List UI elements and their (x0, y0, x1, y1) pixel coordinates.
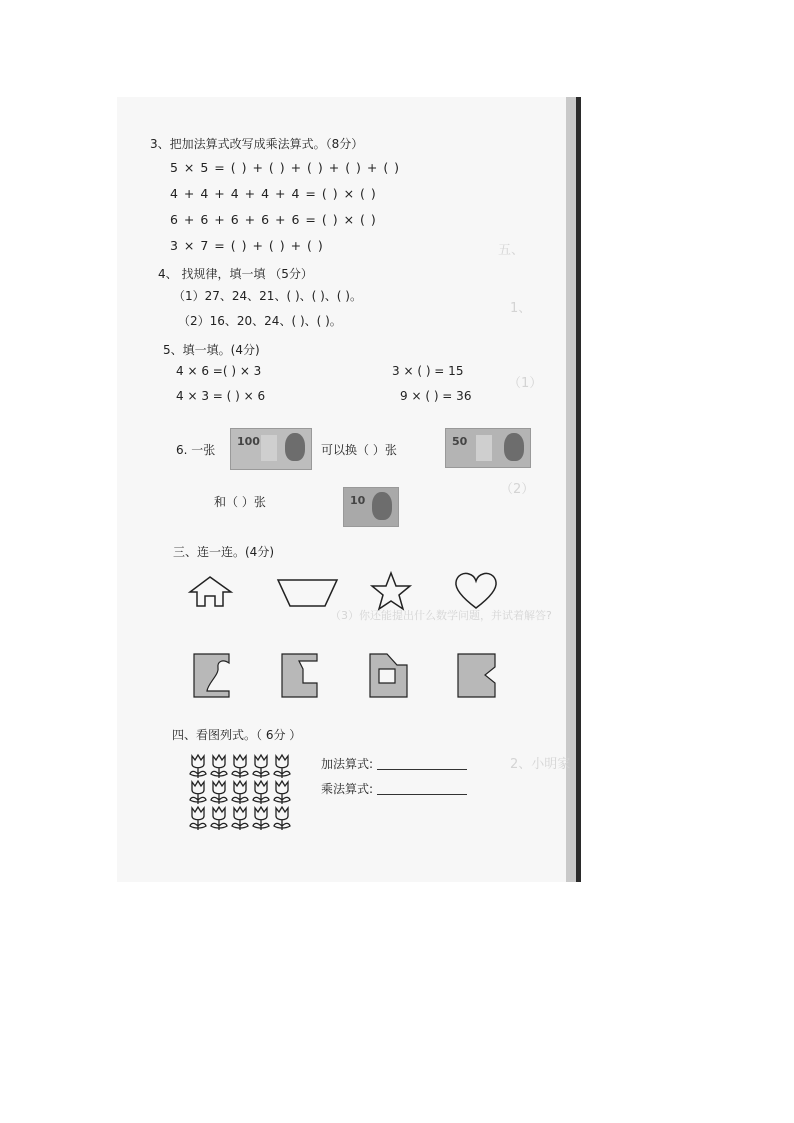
bleed-text: 2、小明家 (510, 757, 571, 772)
tulip-icon (211, 755, 227, 778)
arrow-shape-icon (190, 574, 235, 610)
tulip-icon (190, 781, 206, 804)
cut-square-3-icon (369, 653, 411, 699)
cut-square-4-icon (457, 653, 499, 699)
tulip-icon (253, 755, 269, 778)
q5-title: 5、填一填。(4分) (163, 343, 260, 357)
banknote-value: 100 (237, 435, 260, 448)
tulip-icon (232, 755, 248, 778)
portrait-icon (504, 433, 524, 461)
q6-prefix: 6. 一张 (176, 443, 216, 457)
q5-left-1: 4 × 6 =( ) × 3 (176, 364, 262, 378)
bleed-text: 五、 (498, 243, 525, 258)
banknote-value: 50 (452, 435, 468, 448)
portrait-icon (285, 433, 305, 461)
multiplication-label: 乘法算式: (321, 782, 374, 796)
tulip-icon (274, 807, 290, 830)
trapezoid-shape-icon (277, 578, 339, 608)
cut-square-2-icon (281, 653, 321, 699)
q5-right-2: 9 × ( ) = 36 (400, 389, 472, 403)
q4-row-1: （1）27、24、21、( )、( )、( )。 (173, 289, 362, 303)
star-shape-icon (371, 572, 411, 610)
tulip-icon (190, 755, 206, 778)
banknote-value: 10 (350, 494, 366, 507)
tulip-icon (274, 755, 290, 778)
cut-square-1-icon (193, 653, 235, 699)
addition-label: 加法算式: (321, 757, 374, 771)
q3-row-2: 4 + 4 + 4 + 4 + 4 = ( ) × ( ) (170, 186, 377, 201)
tulip-icon (232, 807, 248, 830)
q3-row-4: 3 × 7 = ( ) + ( ) + ( ) (170, 238, 324, 253)
q6-middle: 可以换（ ）张 (321, 443, 397, 457)
addition-answer-line[interactable] (377, 769, 467, 770)
q4-title: 4、 找规律，填一填 （5分） (158, 267, 313, 281)
bleed-text: （1） (508, 376, 543, 391)
tulip-icon (274, 781, 290, 804)
section-4-title: 四、看图列式。（ 6分 ） (172, 728, 302, 742)
heart-shape-icon (454, 572, 498, 610)
tulip-icon (232, 781, 248, 804)
q3-title: 3、把加法算式改写成乘法算式。（8分） (150, 137, 364, 151)
bleed-text: （2） (500, 482, 535, 497)
q3-row-3: 6 + 6 + 6 + 6 + 6 = ( ) × ( ) (170, 212, 377, 227)
portrait-icon (372, 492, 392, 520)
section-3-title: 三、连一连。(4分) (173, 545, 274, 559)
bleed-text: 1、 (510, 301, 532, 316)
bleed-text: （3）你还能提出什么数学问题，并试着解答? (330, 609, 552, 622)
banknote-50-image (445, 428, 531, 468)
q4-row-2: （2）16、20、24、( )、( )。 (178, 314, 342, 328)
q5-right-1: 3 × ( ) = 15 (392, 364, 464, 378)
tulip-icon (253, 807, 269, 830)
q3-row-1: 5 × 5 = ( ) + ( ) + ( ) + ( ) + ( ) (170, 160, 401, 175)
page-edge (576, 97, 581, 882)
multiplication-answer-line[interactable] (377, 794, 467, 795)
q5-left-2: 4 × 3 = ( ) × 6 (176, 389, 266, 403)
banknote-10-image (343, 487, 399, 527)
tulip-grid-image (188, 754, 294, 832)
q6-suffix: 和（ ）张 (214, 495, 266, 509)
banknote-100-image (230, 428, 312, 470)
tulip-icon (253, 781, 269, 804)
tulip-icon (211, 807, 227, 830)
tulip-icon (211, 781, 227, 804)
tulip-icon (190, 807, 206, 830)
